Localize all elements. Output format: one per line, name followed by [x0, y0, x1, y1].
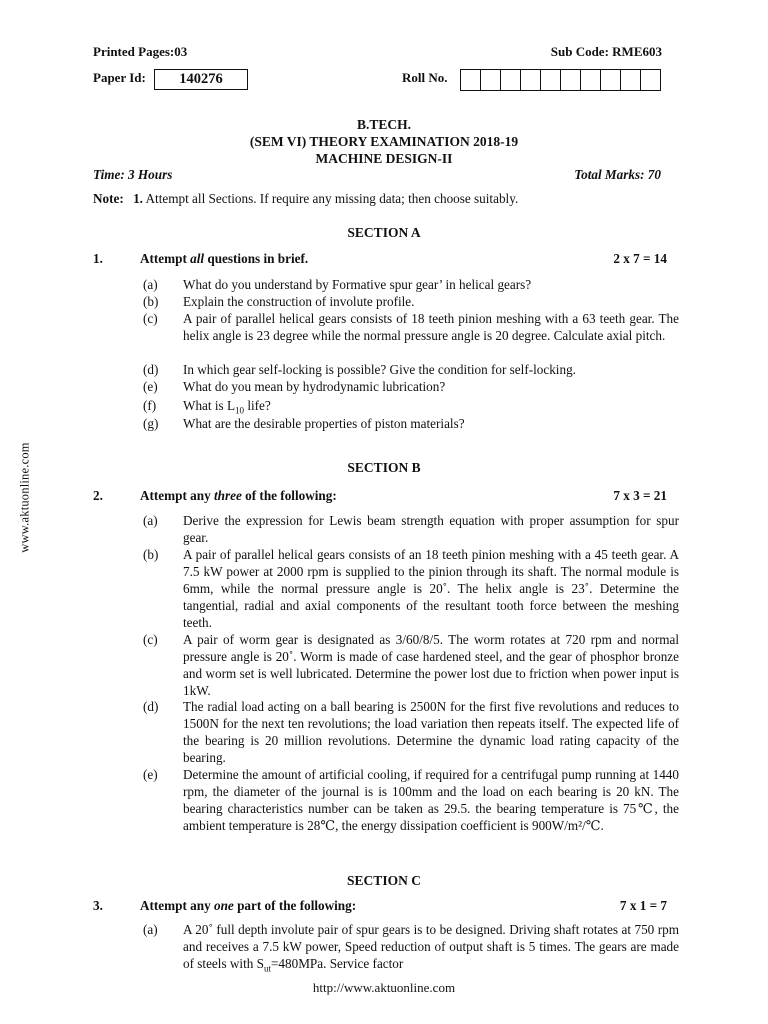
sub-code: Sub Code: RME603: [550, 44, 662, 59]
question-item: [143, 276, 679, 293]
question-item: [143, 361, 679, 378]
question-item: [143, 546, 679, 631]
roll-box: [461, 70, 481, 90]
roll-box: [581, 70, 601, 90]
item-label: (d): [143, 699, 159, 714]
section-c-heading: SECTION C: [347, 873, 421, 888]
item-text: Explain the construction of involute profile.: [183, 294, 415, 309]
section-a-heading: SECTION A: [347, 225, 421, 240]
title-exam: (SEM VI) THEORY EXAMINATION 2018-19: [249, 134, 519, 149]
question-item: [143, 698, 679, 766]
roll-no-label: Roll No.: [402, 70, 448, 85]
roll-box: [601, 70, 621, 90]
roll-box: [621, 70, 641, 90]
item-text: What do you understand by Formative spur gear’ in helical gears?: [183, 277, 532, 292]
item-label: (b): [143, 294, 159, 309]
item-label: (d): [143, 362, 159, 377]
note-text: 1. Attempt all Sections. If require any missing data; then choose suitably.: [133, 191, 519, 206]
item-label: (g): [143, 416, 159, 431]
item-label: (e): [143, 379, 158, 394]
footer-url[interactable]: http://www.aktuonline.com: [312, 980, 456, 995]
q2-marks: 7 x 3 = 21: [613, 488, 667, 503]
note: [93, 191, 518, 207]
q3-marks: 7 x 1 = 7: [619, 898, 667, 913]
paper-id-value: 140276: [154, 69, 248, 90]
question-item: [143, 310, 679, 344]
question-item: [143, 766, 679, 834]
q1-instruction: Attempt all questions in brief.: [140, 251, 309, 266]
roll-box: [501, 70, 521, 90]
item-label: (b): [143, 547, 159, 562]
total-marks: Total Marks: 70: [574, 167, 661, 182]
item-text: A pair of parallel helical gears consists of an 18 teeth pinion meshing with a 45 teeth gear. A 7.5 kW power at 2000 rpm is supplied to the pinion through its shaft. The normal module is 6mm, while the normal pressure angle is 20˚. The helix angle is 23˚. Determine the tangential, radial and axial components of the resultant tooth force between the meshing teeth.: [183, 547, 679, 630]
note-label: Note:: [93, 191, 124, 206]
item-text: Derive the expression for Lewis beam strength equation with proper assumption for spur gear.: [183, 513, 679, 545]
printed-pages: Printed Pages:03: [93, 44, 188, 59]
item-label: (c): [143, 632, 158, 647]
item-text: What do you mean by hydrodynamic lubrication?: [183, 379, 446, 394]
roll-box: [521, 70, 541, 90]
item-text: What are the desirable properties of piston materials?: [183, 416, 465, 431]
q3-instruction: Attempt any one part of the following:: [140, 898, 357, 913]
item-text: A 20˚ full depth involute pair of spur gears is to be designed. Driving shaft rotates at 750 rpm and receives a 7.5 kW power, Speed reduction of output shaft is 5 times. The gears are made of steels with $S_{ut}=480MPa$. Service factor: [183, 922, 679, 974]
item-text: A pair of worm gear is designated as 3/60/8/5. The worm rotates at 720 rpm and normal pressure angle is 20˚. Worm is made of case hardened steel, and the gear of phosphor bronze and worm set is well lubricated. Determine the power lost due to friction when power input is 1kW.: [183, 632, 679, 698]
item-label: (a): [143, 513, 158, 528]
side-watermark: www.aktuonline.com: [17, 442, 32, 553]
q1-number: 1.: [93, 251, 103, 266]
roll-box: [641, 70, 660, 90]
item-label: (c): [143, 311, 158, 326]
item-label: (a): [143, 922, 158, 937]
item-text: Determine the amount of artificial cooling, if required for a centrifugal pump running at 1440 rpm, the diameter of the journal is is 100mm and the load on each bearing is 20 kN. The bearing characteristics number can be taken as 29.5. the bearing temperature is 75℃, the ambient temperature is 28℃, the energy dissipation coefficient is 900W/m²/℃.: [183, 767, 679, 833]
item-text: In which gear self-locking is possible? Give the condition for self-locking.: [183, 362, 576, 377]
question-item: [143, 512, 679, 546]
item-text: The radial load acting on a ball bearing is 2500N for the first five revolutions and reduces to 1500N for the next ten revolutions; the load variation then repeats itself. The expected life of the bearing is 20 million revolutions. Determine the dynamic load rating capacity of the bearing.: [183, 699, 679, 765]
q3-number: 3.: [93, 898, 103, 913]
roll-box: [481, 70, 501, 90]
roll-box: [541, 70, 561, 90]
title-degree: B.TECH.: [356, 117, 411, 132]
q2-number: 2.: [93, 488, 103, 503]
roll-box: [561, 70, 581, 90]
roll-no-boxes: [460, 69, 661, 91]
time-allowed: Time: 3 Hours: [93, 167, 173, 182]
item-text: A pair of parallel helical gears consists of 18 teeth pinion meshing with a 63 teeth gear. The helix angle is 23 degree while the normal pressure angle is 20 degree. Calculate axial pitch.: [183, 311, 679, 343]
title-subject: MACHINE DESIGN-II: [315, 151, 453, 166]
section-b-heading: SECTION B: [347, 460, 421, 475]
question-item: [143, 415, 679, 432]
question-item: [143, 378, 679, 395]
question-item: [143, 293, 679, 310]
q1-marks: 2 x 7 = 14: [613, 251, 667, 266]
question-item: [143, 631, 679, 699]
item-label: (e): [143, 767, 158, 782]
item-text: What is $L_{10}$ life?: [183, 398, 271, 416]
q2-instruction: Attempt any three of the following:: [140, 488, 337, 503]
question-item: [143, 921, 679, 978]
item-label: (f): [143, 398, 157, 413]
paper-id-label: Paper Id:: [93, 70, 146, 85]
item-label: (a): [143, 277, 158, 292]
